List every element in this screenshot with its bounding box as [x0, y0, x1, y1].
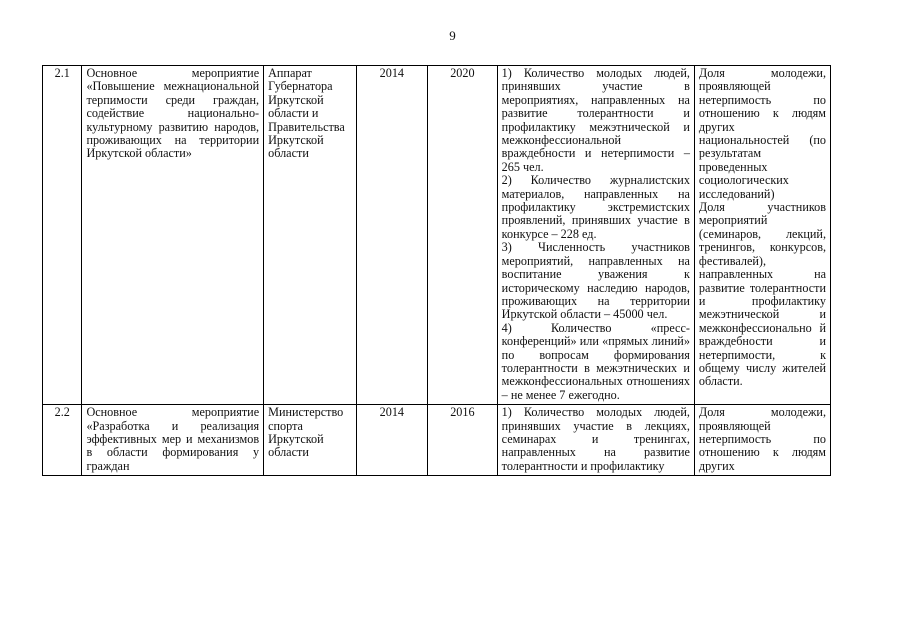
result-item: 3) Численность участников мероприятий, направленных на воспитание уважения к историческому наследию народов, проживающих на территории Иркутской области – 45000 чел.: [501, 240, 690, 322]
indicator-item: Доля молодежи, проявляющей нетерпимость по отношению к людям других: [698, 405, 826, 473]
executor: Министерство спорта Иркутской области: [264, 405, 356, 476]
event-name: Основное мероприятие «Разработка и реализация эффективных мер и механизмов в области формирования у граждан: [82, 405, 264, 476]
year-start: 2014: [356, 405, 428, 476]
executor: Аппарат Губернатора Иркутской области и Правительства Иркутской области: [264, 66, 356, 405]
expected-results: [497, 405, 694, 476]
row-number: 2.2: [43, 405, 82, 476]
result-item: 1) Количество молодых людей, принявших участие в лекциях, семинарах и тренингах, направленных на развитие толерантности и профилактику: [501, 405, 690, 473]
result-item: 2) Количество журналистских материалов, направленных на профилактику экстремистских проявлений, принявших участие в конкурсе – 228 ед.: [501, 173, 690, 241]
expected-results: [497, 66, 694, 405]
year-end: 2020: [428, 66, 498, 405]
target-indicators: [694, 405, 830, 476]
measures-table: [42, 65, 831, 476]
result-item: 1) Количество молодых людей, принявших участие в мероприятиях, направленных на развитие толерантности и профилактику межэтнической и межконфессиональной враждебности и нетерпимости – 265 чел.: [501, 66, 690, 174]
event-name: Основное мероприятие «Повышение межнациональной терпимости среди граждан, содействие национально-культурному развитию народов, проживающих на территории Иркутской области»: [82, 66, 264, 405]
indicator-item: Доля участников мероприятий (семинаров, лекций, тренингов, конкурсов, фестивалей), направленных на развитие толерантности и профилактику межэтнической и межконфессионально й враждебности и нетерпимости, к общему числу жителей области.: [698, 200, 826, 389]
target-indicators: [694, 66, 830, 405]
table-row: [43, 66, 831, 405]
page-number: 9: [449, 28, 456, 43]
indicator-item: Доля молодежи, проявляющей нетерпимость по отношению к людям других национальностей (по результатам проведенных социологических исследований): [698, 66, 826, 201]
year-start: 2014: [356, 66, 428, 405]
result-item: 4) Количество «пресс-конференций» или «прямых линий» по вопросам формирования толерантности в межэтнических и межконфессиональных отношениях – не менее 7 ежегодно.: [501, 320, 690, 402]
year-end: 2016: [428, 405, 498, 476]
row-number: 2.1: [43, 66, 82, 405]
table-row: [43, 405, 831, 476]
